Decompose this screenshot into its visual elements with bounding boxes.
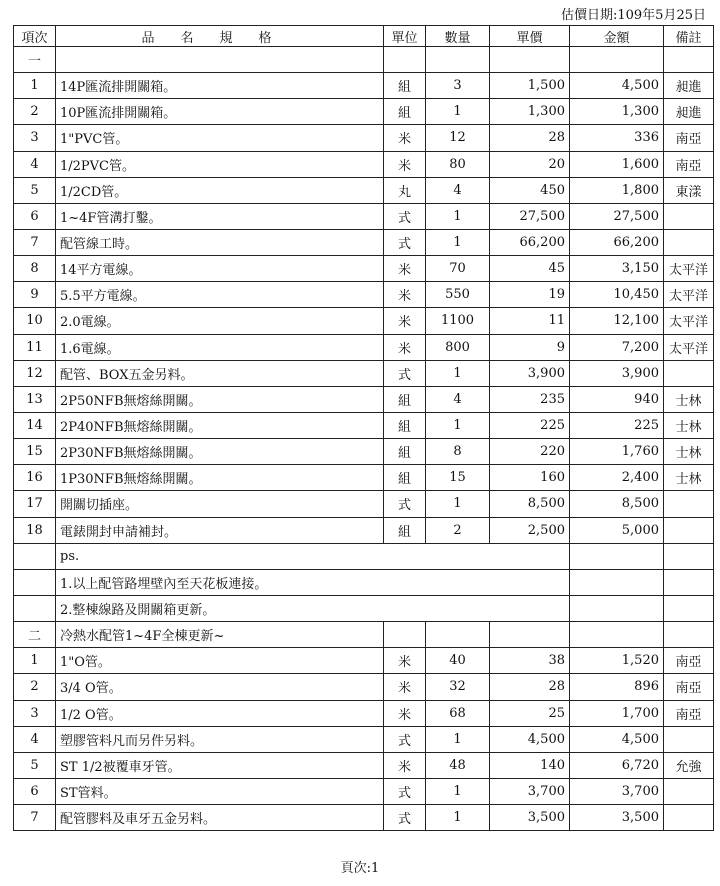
empty-cell [426, 47, 490, 73]
header-item-no: 項次 [14, 26, 56, 47]
table-row [14, 412, 714, 438]
item-amount: 12,100 [570, 308, 664, 334]
item-unit: 米 [384, 125, 426, 151]
item-no: 2 [14, 674, 56, 700]
item-name: ST 1/2被覆車牙管。 [56, 752, 384, 778]
section-header-row [14, 47, 714, 73]
item-name: 開關切插座。 [56, 491, 384, 517]
item-note: 昶進 [664, 73, 714, 99]
item-unit: 式 [384, 778, 426, 804]
section-header-row [14, 622, 714, 648]
item-quantity: 48 [426, 752, 490, 778]
item-amount: 1,520 [570, 648, 664, 674]
item-unit: 米 [384, 256, 426, 282]
item-quantity: 2 [426, 517, 490, 543]
item-quantity: 70 [426, 256, 490, 282]
table-row [14, 125, 714, 151]
item-amount: 896 [570, 674, 664, 700]
item-note [664, 229, 714, 255]
item-quantity: 15 [426, 465, 490, 491]
empty-cell [570, 595, 664, 621]
table-row [14, 752, 714, 778]
item-unit: 米 [384, 648, 426, 674]
table-row [14, 517, 714, 543]
empty-cell [570, 622, 664, 648]
item-unit: 組 [384, 517, 426, 543]
item-note: 南亞 [664, 125, 714, 151]
item-no: 11 [14, 334, 56, 360]
item-name: 10P匯流排開關箱。 [56, 99, 384, 125]
item-unit: 米 [384, 151, 426, 177]
item-unit: 米 [384, 674, 426, 700]
item-unit-price: 2,500 [490, 517, 570, 543]
table-row [14, 674, 714, 700]
item-amount: 3,150 [570, 256, 664, 282]
item-note: 南亞 [664, 151, 714, 177]
item-note: 太平洋 [664, 256, 714, 282]
item-unit: 米 [384, 700, 426, 726]
item-name: 配管線工時。 [56, 229, 384, 255]
item-no: 6 [14, 778, 56, 804]
item-amount: 7,200 [570, 334, 664, 360]
item-quantity: 1 [426, 805, 490, 831]
item-quantity: 1 [426, 412, 490, 438]
empty-cell [14, 543, 56, 569]
item-name: 1"O管。 [56, 648, 384, 674]
item-amount: 27,500 [570, 203, 664, 229]
item-note [664, 805, 714, 831]
item-quantity: 68 [426, 700, 490, 726]
header-note: 備註 [664, 26, 714, 47]
empty-cell [14, 595, 56, 621]
item-no: 13 [14, 386, 56, 412]
table-row [14, 386, 714, 412]
item-amount: 10,450 [570, 282, 664, 308]
item-name: 2P30NFB無熔絲開關。 [56, 439, 384, 465]
item-unit-price: 25 [490, 700, 570, 726]
item-note: 南亞 [664, 648, 714, 674]
item-name: ST管料。 [56, 778, 384, 804]
item-name: 2.0電線。 [56, 308, 384, 334]
item-unit-price: 28 [490, 125, 570, 151]
item-unit-price: 3,500 [490, 805, 570, 831]
item-unit-price: 3,700 [490, 778, 570, 804]
item-no: 8 [14, 256, 56, 282]
table-row [14, 151, 714, 177]
remark-row [14, 595, 714, 621]
item-unit-price: 450 [490, 177, 570, 203]
item-note: 士林 [664, 386, 714, 412]
item-amount: 3,500 [570, 805, 664, 831]
empty-cell [490, 622, 570, 648]
item-no: 2 [14, 99, 56, 125]
item-unit: 組 [384, 465, 426, 491]
item-name: 1~4F管溝打鑿。 [56, 203, 384, 229]
table-row [14, 256, 714, 282]
table-row [14, 177, 714, 203]
empty-cell [490, 47, 570, 73]
item-name: 14P匯流排開關箱。 [56, 73, 384, 99]
item-quantity: 1 [426, 203, 490, 229]
item-quantity: 32 [426, 674, 490, 700]
item-note [664, 491, 714, 517]
item-unit: 米 [384, 308, 426, 334]
item-unit: 組 [384, 99, 426, 125]
item-name: 5.5平方電線。 [56, 282, 384, 308]
empty-cell [384, 622, 426, 648]
table-body [14, 47, 714, 831]
item-no: 1 [14, 648, 56, 674]
item-unit: 組 [384, 412, 426, 438]
item-quantity: 550 [426, 282, 490, 308]
item-amount: 1,760 [570, 439, 664, 465]
item-name: 1P30NFB無熔絲開關。 [56, 465, 384, 491]
item-name: 14平方電線。 [56, 256, 384, 282]
item-unit-price: 28 [490, 674, 570, 700]
item-note: 士林 [664, 465, 714, 491]
empty-cell [426, 622, 490, 648]
item-unit-price: 235 [490, 386, 570, 412]
item-unit-price: 8,500 [490, 491, 570, 517]
item-amount: 3,900 [570, 360, 664, 386]
remark-text: 2.整棟線路及開關箱更新。 [56, 595, 570, 621]
item-name: 配管膠料及車牙五金另料。 [56, 805, 384, 831]
item-unit-price: 19 [490, 282, 570, 308]
item-amount: 2,400 [570, 465, 664, 491]
item-quantity: 3 [426, 73, 490, 99]
item-quantity: 4 [426, 177, 490, 203]
item-note: 東漾 [664, 177, 714, 203]
table-row [14, 360, 714, 386]
table-row [14, 282, 714, 308]
empty-cell [570, 569, 664, 595]
item-name: 2P50NFB無熔絲開關。 [56, 386, 384, 412]
item-unit-price: 11 [490, 308, 570, 334]
item-unit: 米 [384, 282, 426, 308]
item-quantity: 8 [426, 439, 490, 465]
item-quantity: 1 [426, 778, 490, 804]
table-row [14, 700, 714, 726]
table-row [14, 308, 714, 334]
item-name: 3/4 O管。 [56, 674, 384, 700]
item-quantity: 80 [426, 151, 490, 177]
item-amount: 8,500 [570, 491, 664, 517]
item-no: 5 [14, 177, 56, 203]
remark-row [14, 543, 714, 569]
item-unit: 組 [384, 439, 426, 465]
item-amount: 336 [570, 125, 664, 151]
item-unit-price: 45 [490, 256, 570, 282]
item-unit-price: 225 [490, 412, 570, 438]
item-unit-price: 9 [490, 334, 570, 360]
item-quantity: 800 [426, 334, 490, 360]
header-quantity: 數量 [426, 26, 490, 47]
item-note: 太平洋 [664, 334, 714, 360]
table-row [14, 491, 714, 517]
item-note: 允強 [664, 752, 714, 778]
header-item-name: 品名規格 [56, 26, 384, 47]
item-name: 1/2PVC管。 [56, 151, 384, 177]
empty-cell [384, 47, 426, 73]
item-unit-price: 66,200 [490, 229, 570, 255]
empty-cell [14, 569, 56, 595]
item-no: 10 [14, 308, 56, 334]
item-name: 電錶開封申請補封。 [56, 517, 384, 543]
empty-cell [664, 595, 714, 621]
item-amount: 1,300 [570, 99, 664, 125]
item-no: 3 [14, 700, 56, 726]
item-quantity: 4 [426, 386, 490, 412]
item-no: 18 [14, 517, 56, 543]
item-amount: 1,700 [570, 700, 664, 726]
item-amount: 4,500 [570, 726, 664, 752]
table-row [14, 229, 714, 255]
table-row [14, 73, 714, 99]
item-unit: 式 [384, 491, 426, 517]
item-unit: 米 [384, 752, 426, 778]
empty-cell [664, 543, 714, 569]
item-unit: 組 [384, 73, 426, 99]
item-no: 5 [14, 752, 56, 778]
item-unit: 米 [384, 334, 426, 360]
table-row [14, 726, 714, 752]
item-unit-price: 38 [490, 648, 570, 674]
item-unit: 丸 [384, 177, 426, 203]
item-no: 4 [14, 151, 56, 177]
item-no: 9 [14, 282, 56, 308]
table-row [14, 334, 714, 360]
item-note: 昶進 [664, 99, 714, 125]
section-title: 冷熱水配管1~4F全棟更新~ [56, 622, 384, 648]
item-quantity: 1100 [426, 308, 490, 334]
section-title [56, 47, 384, 73]
item-no: 12 [14, 360, 56, 386]
item-unit: 式 [384, 726, 426, 752]
header-amount: 金額 [570, 26, 664, 47]
item-quantity: 1 [426, 229, 490, 255]
item-no: 3 [14, 125, 56, 151]
item-no: 15 [14, 439, 56, 465]
item-note [664, 778, 714, 804]
item-quantity: 1 [426, 99, 490, 125]
item-no: 17 [14, 491, 56, 517]
item-amount: 6,720 [570, 752, 664, 778]
table-row [14, 99, 714, 125]
item-unit: 式 [384, 229, 426, 255]
estimate-date: 估價日期:109年5月25日 [560, 8, 706, 23]
item-amount: 5,000 [570, 517, 664, 543]
item-note: 士林 [664, 412, 714, 438]
item-unit: 式 [384, 805, 426, 831]
table-row [14, 648, 714, 674]
item-note: 南亞 [664, 700, 714, 726]
item-quantity: 1 [426, 360, 490, 386]
header-unit: 單位 [384, 26, 426, 47]
item-note: 士林 [664, 439, 714, 465]
item-amount: 3,700 [570, 778, 664, 804]
item-unit-price: 1,500 [490, 73, 570, 99]
item-unit: 組 [384, 386, 426, 412]
item-name: 1"PVC管。 [56, 125, 384, 151]
item-name: 1/2 O管。 [56, 700, 384, 726]
empty-cell [664, 569, 714, 595]
table-header-row [14, 26, 714, 47]
item-no: 1 [14, 73, 56, 99]
item-name: 1.6電線。 [56, 334, 384, 360]
table-row [14, 203, 714, 229]
item-unit-price: 4,500 [490, 726, 570, 752]
item-unit: 式 [384, 203, 426, 229]
item-note: 太平洋 [664, 308, 714, 334]
section-label: 二 [14, 622, 56, 648]
item-no: 6 [14, 203, 56, 229]
item-name: 1/2CD管。 [56, 177, 384, 203]
item-name: 配管、BOX五金另料。 [56, 360, 384, 386]
section-label: 一 [14, 47, 56, 73]
remark-text: 1.以上配管路埋壁內至天花板連接。 [56, 569, 570, 595]
item-note [664, 517, 714, 543]
table-row [14, 439, 714, 465]
item-amount: 1,600 [570, 151, 664, 177]
table-row [14, 778, 714, 804]
item-amount: 66,200 [570, 229, 664, 255]
item-amount: 940 [570, 386, 664, 412]
item-quantity: 1 [426, 726, 490, 752]
empty-cell [570, 543, 664, 569]
item-note [664, 360, 714, 386]
item-no: 7 [14, 805, 56, 831]
item-note: 太平洋 [664, 282, 714, 308]
item-unit-price: 160 [490, 465, 570, 491]
item-unit-price: 140 [490, 752, 570, 778]
item-no: 7 [14, 229, 56, 255]
item-unit-price: 1,300 [490, 99, 570, 125]
item-quantity: 1 [426, 491, 490, 517]
item-no: 4 [14, 726, 56, 752]
item-unit-price: 27,500 [490, 203, 570, 229]
table-row [14, 465, 714, 491]
remark-row [14, 569, 714, 595]
item-unit-price: 20 [490, 151, 570, 177]
item-unit-price: 3,900 [490, 360, 570, 386]
page-number: 頁次:1 [340, 861, 380, 876]
item-amount: 1,800 [570, 177, 664, 203]
item-quantity: 40 [426, 648, 490, 674]
item-no: 16 [14, 465, 56, 491]
item-note [664, 203, 714, 229]
item-amount: 225 [570, 412, 664, 438]
item-name: 塑膠管料凡而另件另料。 [56, 726, 384, 752]
quotation-table [13, 25, 714, 831]
item-name: 2P40NFB無熔絲開關。 [56, 412, 384, 438]
item-quantity: 12 [426, 125, 490, 151]
empty-cell [570, 47, 664, 73]
remark-text: ps. [56, 543, 570, 569]
item-note [664, 726, 714, 752]
header-unit-price: 單價 [490, 26, 570, 47]
table-row [14, 805, 714, 831]
item-note: 南亞 [664, 674, 714, 700]
empty-cell [664, 47, 714, 73]
empty-cell [664, 622, 714, 648]
item-unit-price: 220 [490, 439, 570, 465]
item-no: 14 [14, 412, 56, 438]
item-amount: 4,500 [570, 73, 664, 99]
item-unit: 式 [384, 360, 426, 386]
